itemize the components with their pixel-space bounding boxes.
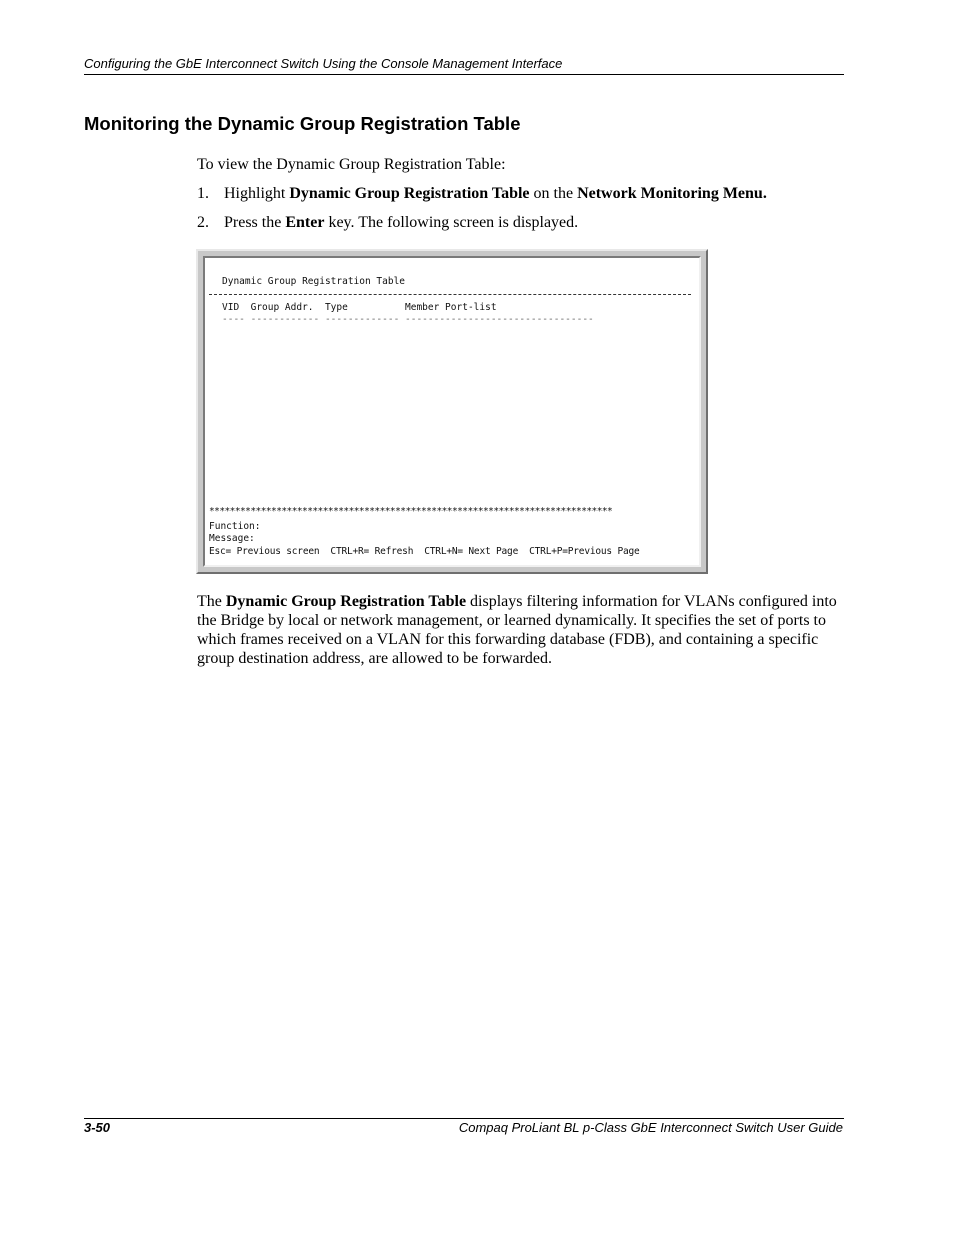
- console-screenshot: [196, 249, 708, 574]
- header-rule: [84, 74, 844, 75]
- step-1: [197, 184, 767, 203]
- step-number: 2.: [197, 214, 209, 231]
- intro-text: To view the Dynamic Group Registration Table:: [197, 156, 506, 173]
- page-number: 3-50: [84, 1120, 111, 1135]
- paragraph-text: displays filtering information for VLANs configured into the Bridge by local or network management, or learned dynamically. It specifies the set of ports to which frames received on a VLAN for this forwarding database (FDB), and containing a specific group destination address, are allowed to be forwarded.: [197, 593, 837, 667]
- step-emphasis: Dynamic Group Registration Table: [289, 185, 530, 202]
- message-label: Message:: [209, 533, 255, 544]
- table-column-underline: ---- ------------ ------------- ---------------------------------: [222, 314, 594, 325]
- step-emphasis: Network Monitoring Menu.: [577, 185, 767, 202]
- console-title: Dynamic Group Registration Table: [222, 276, 406, 287]
- step-text: on the: [529, 185, 578, 202]
- step-text: Highlight: [224, 185, 290, 202]
- section-title: Monitoring the Dynamic Group Registration Table: [84, 113, 521, 134]
- paragraph-text: The: [197, 593, 226, 610]
- paragraph-emphasis: Dynamic Group Registration Table: [225, 593, 467, 610]
- function-label: Function:: [209, 521, 261, 532]
- step-text: key. The following screen is displayed.: [324, 214, 579, 231]
- step-number: 1.: [197, 185, 209, 202]
- step-emphasis: Enter: [285, 214, 325, 231]
- step-2: [197, 213, 578, 232]
- table-column-headers: VID Group Addr. Type Member Port-list: [222, 302, 497, 313]
- running-header: Configuring the GbE Interconnect Switch Using the Console Management Interface: [84, 56, 563, 71]
- console-screen: [203, 256, 701, 567]
- console-separator: ******************************************************************************: [209, 506, 613, 517]
- guide-title: Compaq ProLiant BL p-Class GbE Interconnect Switch User Guide: [458, 1120, 843, 1135]
- step-text: Press the: [224, 214, 286, 231]
- key-help-line: Esc= Previous screen CTRL+R= Refresh CTRL+N= Next Page CTRL+P=Previous Page: [209, 546, 640, 557]
- footer-rule: [84, 1118, 844, 1119]
- console-divider: [209, 294, 691, 295]
- description-paragraph: [197, 592, 837, 668]
